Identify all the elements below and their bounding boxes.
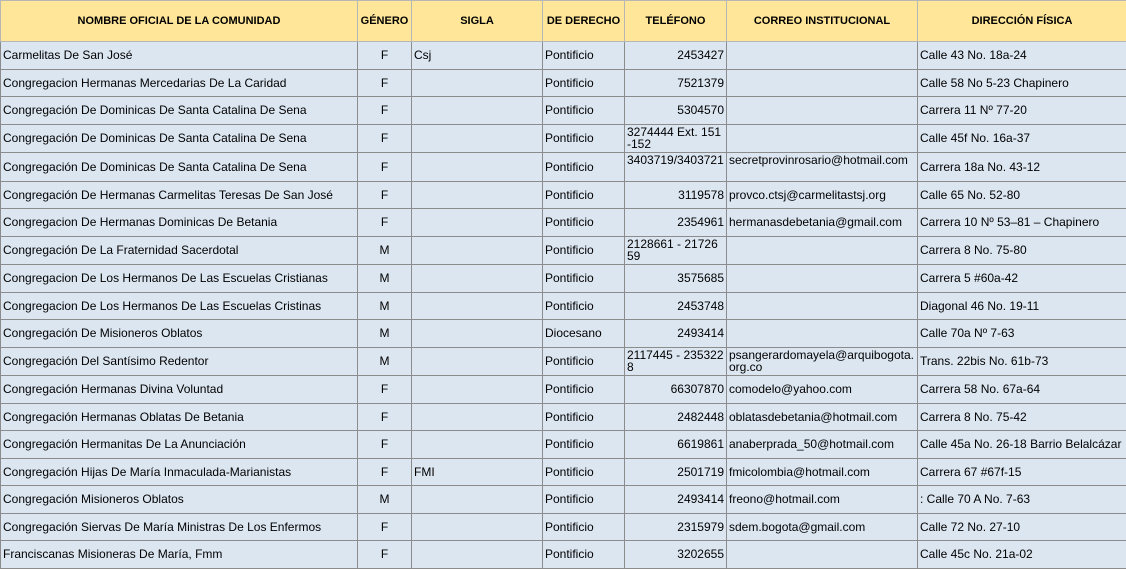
cell-correo[interactable]: fmicolombia@hotmail.com <box>727 458 918 486</box>
cell-direccion[interactable]: Calle 72 No. 27-10 <box>918 513 1126 541</box>
cell-direccion[interactable]: Diagonal 46 No. 19-11 <box>918 292 1126 320</box>
table-row <box>1 236 1126 265</box>
table-row <box>1 181 1126 209</box>
table-row <box>1 209 1126 237</box>
cell-telefono[interactable]: 2493414 <box>625 486 727 514</box>
table-row <box>1 376 1126 404</box>
cell-direccion[interactable]: : Calle 70 A No. 7-63 <box>918 486 1126 514</box>
cell-telefono[interactable]: 66307870 <box>625 376 727 404</box>
cell-telefono[interactable]: 5304570 <box>625 97 727 125</box>
cell-genero[interactable]: F <box>358 513 412 541</box>
cell-genero[interactable]: M <box>358 292 412 320</box>
cell-nombre[interactable]: Franciscanas Misioneras De María, Fmm <box>1 541 358 569</box>
cell-correo[interactable]: secretprovinrosario@hotmail.com <box>727 153 918 182</box>
cell-telefono[interactable]: 3274444 Ext. 151-152 <box>625 124 727 153</box>
cell-direccion[interactable]: Carrera 5 #60a-42 <box>918 265 1126 293</box>
cell-sigla[interactable] <box>412 541 543 569</box>
cell-derecho[interactable]: Pontificio <box>543 124 625 153</box>
cell-derecho[interactable]: Pontificio <box>543 431 625 459</box>
cell-sigla[interactable] <box>412 403 543 431</box>
cell-genero[interactable]: F <box>358 69 412 97</box>
cell-correo[interactable]: provco.ctsj@carmelitastsj.org <box>727 181 918 209</box>
cell-nombre[interactable]: Congregación De Hermanas Carmelitas Teresas De San José <box>1 181 358 209</box>
cell-derecho[interactable]: Pontificio <box>543 541 625 569</box>
cell-sigla[interactable] <box>412 431 543 459</box>
cell-genero[interactable]: F <box>358 403 412 431</box>
cell-telefono[interactable]: 2117445 - 2353228 <box>625 347 727 376</box>
cell-nombre[interactable]: Congregacion De Hermanas Dominicas De Betania <box>1 209 358 237</box>
header-genero[interactable]: GÉNERO <box>358 1 412 42</box>
table-row <box>1 458 1126 486</box>
cell-telefono[interactable]: 2128661 - 2172659 <box>625 236 727 265</box>
cell-direccion[interactable]: Trans. 22bis No. 61b-73 <box>918 347 1126 376</box>
cell-genero[interactable]: F <box>358 97 412 125</box>
cell-sigla[interactable] <box>412 209 543 237</box>
cell-derecho[interactable]: Pontificio <box>543 153 625 182</box>
cell-direccion[interactable]: Calle 45f No. 16a-37 <box>918 124 1126 153</box>
cell-direccion[interactable]: Calle 45c No. 21a-02 <box>918 541 1126 569</box>
cell-nombre[interactable]: Congregacion De Los Hermanos De Las Escuelas Cristianas <box>1 265 358 293</box>
cell-genero[interactable]: F <box>358 181 412 209</box>
cell-telefono[interactable]: 2482448 <box>625 403 727 431</box>
cell-sigla[interactable] <box>412 265 543 293</box>
header-nombre[interactable]: NOMBRE OFICIAL DE LA COMUNIDAD <box>1 1 358 42</box>
cell-genero[interactable]: M <box>358 320 412 348</box>
cell-genero[interactable]: F <box>358 541 412 569</box>
cell-derecho[interactable]: Pontificio <box>543 376 625 404</box>
cell-direccion[interactable]: Carrera 11 Nº 77-20 <box>918 97 1126 125</box>
cell-direccion[interactable]: Calle 45a No. 26-18 Barrio Belalcázar <box>918 431 1126 459</box>
cell-nombre[interactable]: Congregación De Dominicas De Santa Catalina De Sena <box>1 124 358 153</box>
cell-derecho[interactable]: Pontificio <box>543 403 625 431</box>
cell-sigla[interactable] <box>412 236 543 265</box>
cell-direccion[interactable]: Carrera 8 No. 75-42 <box>918 403 1126 431</box>
cell-correo[interactable]: hermanasdebetania@gmail.com <box>727 209 918 237</box>
header-row <box>1 1 1126 42</box>
cell-sigla[interactable] <box>412 376 543 404</box>
table-row <box>1 292 1126 320</box>
cell-correo[interactable]: anaberprada_50@hotmail.com <box>727 431 918 459</box>
cell-sigla[interactable]: Csj <box>412 42 543 70</box>
cell-genero[interactable]: F <box>358 42 412 70</box>
cell-direccion[interactable]: Carrera 58 No. 67a-64 <box>918 376 1126 404</box>
table-row <box>1 153 1126 182</box>
cell-direccion[interactable]: Carrera 67 #67f-15 <box>918 458 1126 486</box>
cell-genero[interactable]: M <box>358 486 412 514</box>
cell-correo[interactable]: comodelo@yahoo.com <box>727 376 918 404</box>
table-row <box>1 320 1126 348</box>
cell-genero[interactable]: M <box>358 265 412 293</box>
table-row <box>1 69 1126 97</box>
cell-direccion[interactable]: Calle 70a Nº 7-63 <box>918 320 1126 348</box>
header-direccion[interactable]: DIRECCIÓN FÍSICA <box>918 1 1126 42</box>
cell-genero[interactable]: F <box>358 209 412 237</box>
table-row <box>1 97 1126 125</box>
cell-correo[interactable] <box>727 97 918 125</box>
cell-correo[interactable]: psangerardomayela@arquibogota.org.co <box>727 347 918 376</box>
cell-genero[interactable]: F <box>358 124 412 153</box>
table-row <box>1 403 1126 431</box>
cell-nombre[interactable]: Congregación Hermanitas De La Anunciación <box>1 431 358 459</box>
cell-nombre[interactable]: Congregacion De Los Hermanos De Las Escuelas Cristinas <box>1 292 358 320</box>
cell-derecho[interactable]: Pontificio <box>543 236 625 265</box>
cell-sigla[interactable] <box>412 513 543 541</box>
cell-derecho[interactable]: Diocesano <box>543 320 625 348</box>
cell-nombre[interactable]: Congregación Hermanas Divina Voluntad <box>1 376 358 404</box>
cell-telefono[interactable]: 3575685 <box>625 265 727 293</box>
cell-direccion[interactable]: Calle 58 No 5-23 Chapinero <box>918 69 1126 97</box>
cell-nombre[interactable]: Congregación De La Fraternidad Sacerdotal <box>1 236 358 265</box>
cell-sigla[interactable] <box>412 292 543 320</box>
cell-correo[interactable] <box>727 69 918 97</box>
table-body <box>1 42 1126 569</box>
header-telefono[interactable]: TELÉFONO <box>625 1 727 42</box>
cell-telefono[interactable]: 2501719 <box>625 458 727 486</box>
cell-correo[interactable] <box>727 124 918 153</box>
table-row <box>1 513 1126 541</box>
cell-sigla[interactable] <box>412 69 543 97</box>
cell-correo[interactable] <box>727 292 918 320</box>
cell-telefono[interactable]: 2354961 <box>625 209 727 237</box>
cell-direccion[interactable]: Calle 43 No. 18a-24 <box>918 42 1126 70</box>
cell-telefono[interactable]: 2493414 <box>625 320 727 348</box>
cell-direccion[interactable]: Carrera 18a No. 43-12 <box>918 153 1126 182</box>
cell-genero[interactable]: F <box>358 376 412 404</box>
cell-direccion[interactable]: Carrera 8 No. 75-80 <box>918 236 1126 265</box>
table-row <box>1 431 1126 459</box>
cell-sigla[interactable] <box>412 347 543 376</box>
cell-telefono[interactable]: 2453427 <box>625 42 727 70</box>
cell-genero[interactable]: M <box>358 236 412 265</box>
cell-nombre[interactable]: Carmelitas De San José <box>1 42 358 70</box>
cell-direccion[interactable]: Carrera 10 Nº 53–81 – Chapinero <box>918 209 1126 237</box>
cell-correo[interactable] <box>727 42 918 70</box>
cell-telefono[interactable]: 2315979 <box>625 513 727 541</box>
cell-telefono[interactable]: 3119578 <box>625 181 727 209</box>
cell-telefono[interactable]: 7521379 <box>625 69 727 97</box>
cell-sigla[interactable] <box>412 486 543 514</box>
cell-nombre[interactable]: Congregación Hijas De María Inmaculada-Marianistas <box>1 458 358 486</box>
cell-derecho[interactable]: Pontificio <box>543 292 625 320</box>
cell-nombre[interactable]: Congregación Siervas De María Ministras De Los Enfermos <box>1 513 358 541</box>
cell-derecho[interactable]: Pontificio <box>543 97 625 125</box>
table-row <box>1 124 1126 153</box>
cell-sigla[interactable] <box>412 124 543 153</box>
cell-correo[interactable]: freono@hotmail.com <box>727 486 918 514</box>
cell-genero[interactable]: M <box>358 347 412 376</box>
cell-derecho[interactable]: Pontificio <box>543 458 625 486</box>
header-correo[interactable]: CORREO INSTITUCIONAL <box>727 1 918 42</box>
cell-nombre[interactable]: Congregación Hermanas Oblatas De Betania <box>1 403 358 431</box>
cell-derecho[interactable]: Pontificio <box>543 69 625 97</box>
cell-derecho[interactable]: Pontificio <box>543 265 625 293</box>
cell-nombre[interactable]: Congregación De Misioneros Oblatos <box>1 320 358 348</box>
cell-genero[interactable]: F <box>358 458 412 486</box>
cell-nombre[interactable]: Congregacion Hermanas Mercedarias De La Caridad <box>1 69 358 97</box>
cell-nombre[interactable]: Congregación De Dominicas De Santa Catalina De Sena <box>1 97 358 125</box>
cell-sigla[interactable] <box>412 320 543 348</box>
cell-nombre[interactable]: Congregación Misioneros Oblatos <box>1 486 358 514</box>
cell-nombre[interactable]: Congregación De Dominicas De Santa Catalina De Sena <box>1 153 358 182</box>
table-row <box>1 347 1126 376</box>
table-row <box>1 265 1126 293</box>
table-row <box>1 42 1126 70</box>
cell-telefono[interactable]: 3403719/3403721 <box>625 153 727 182</box>
cell-correo[interactable] <box>727 320 918 348</box>
cell-correo[interactable]: oblatasdebetania@hotmail.com <box>727 403 918 431</box>
cell-derecho[interactable]: Pontificio <box>543 513 625 541</box>
cell-nombre[interactable]: Congregación Del Santísimo Redentor <box>1 347 358 376</box>
cell-derecho[interactable]: Pontificio <box>543 347 625 376</box>
cell-correo[interactable] <box>727 265 918 293</box>
cell-telefono[interactable]: 6619861 <box>625 431 727 459</box>
cell-derecho[interactable]: Pontificio <box>543 181 625 209</box>
cell-sigla[interactable] <box>412 97 543 125</box>
table-row <box>1 541 1126 569</box>
cell-direccion[interactable]: Calle 65 No. 52-80 <box>918 181 1126 209</box>
cell-correo[interactable] <box>727 236 918 265</box>
header-derecho[interactable]: DE DERECHO <box>543 1 625 42</box>
table-row <box>1 486 1126 514</box>
cell-sigla[interactable] <box>412 181 543 209</box>
table-header <box>1 1 1126 42</box>
cell-genero[interactable]: F <box>358 153 412 182</box>
cell-correo[interactable]: sdem.bogota@gmail.com <box>727 513 918 541</box>
cell-telefono[interactable]: 3202655 <box>625 541 727 569</box>
cell-derecho[interactable]: Pontificio <box>543 42 625 70</box>
cell-sigla[interactable] <box>412 153 543 182</box>
cell-genero[interactable]: F <box>358 431 412 459</box>
cell-telefono[interactable]: 2453748 <box>625 292 727 320</box>
cell-derecho[interactable]: Pontificio <box>543 486 625 514</box>
cell-correo[interactable] <box>727 541 918 569</box>
cell-derecho[interactable]: Pontificio <box>543 209 625 237</box>
header-sigla[interactable]: SIGLA <box>412 1 543 42</box>
cell-sigla[interactable]: FMI <box>412 458 543 486</box>
